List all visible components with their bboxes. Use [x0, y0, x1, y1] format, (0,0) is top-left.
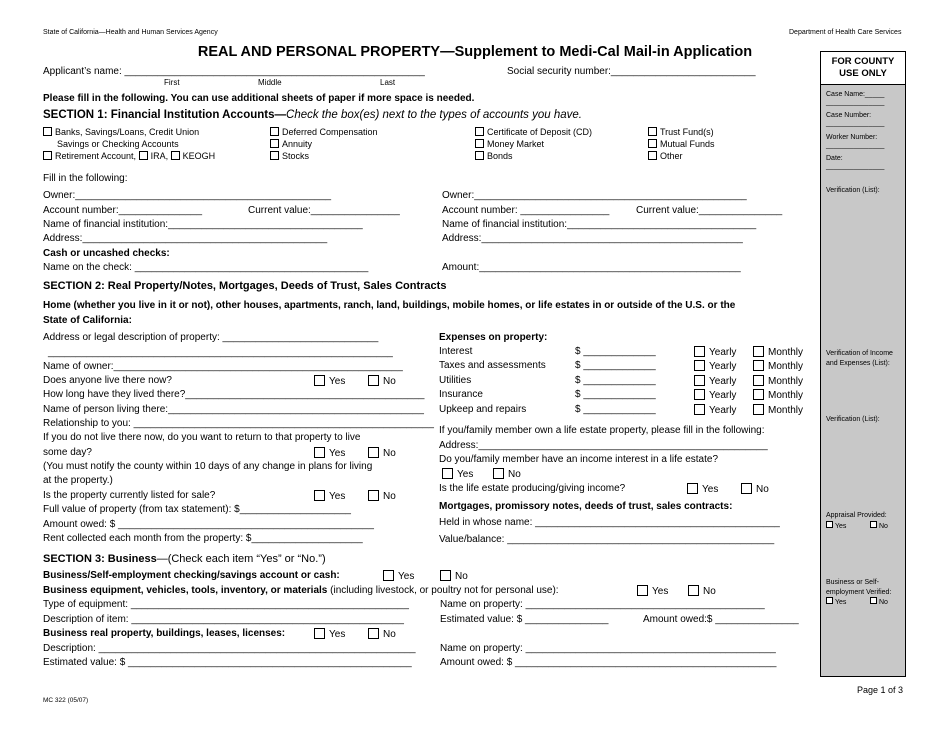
how-long-field[interactable]: How long have they lived there?___________________________________________	[43, 389, 425, 400]
type-equipment-field[interactable]: Type of equipment: __________________________________________________	[43, 599, 409, 610]
appraisal-label: Appraisal Provided:	[826, 512, 887, 519]
equipment-label: Business equipment, vehicles, tools, inventory, or materials (including livestock, or poultry not for personal use):	[43, 585, 559, 596]
real-property-label: Business real property, buildings, leases, licenses:	[43, 628, 286, 639]
form-number: MC 322 (05/07)	[43, 697, 89, 704]
trust-fund-option[interactable]: Trust Fund(s)	[648, 127, 714, 137]
owner-field-right[interactable]: Owner:_________________________________________________	[442, 190, 747, 201]
checking-no[interactable]: No	[440, 570, 468, 582]
checkbox[interactable]	[694, 346, 705, 357]
not-live-line1: If you do not live there now, do you want to return to that property to live	[43, 432, 361, 443]
checkbox[interactable]	[826, 521, 833, 528]
appraisal-yes[interactable]: Yes	[826, 521, 846, 530]
fill-in-label: Fill in the following:	[43, 173, 128, 184]
amount-owed-field[interactable]: Amount owed: $ ______________________________________________	[43, 519, 374, 530]
producing-label: Is the life estate producing/giving income?	[439, 483, 626, 494]
income-interest-no[interactable]: No	[493, 468, 521, 480]
expense-amount-field[interactable]: $ _____________	[575, 360, 656, 371]
checkbox[interactable]	[43, 127, 52, 136]
checkbox[interactable]	[694, 404, 705, 415]
cd-option[interactable]: Certificate of Deposit (CD)	[475, 127, 592, 137]
county-use-header: FOR COUNTY USE ONLY	[820, 51, 906, 85]
deferred-compensation-option[interactable]: Deferred Compensation	[270, 127, 378, 137]
address-continued-field[interactable]: ______________________________________________________________	[48, 347, 393, 358]
amount-owed-field[interactable]: Amount owed:$ _______________	[643, 614, 799, 625]
yearly-option[interactable]: Yearly	[694, 360, 736, 372]
instructions: Please fill in the following. You can use additional sheets of paper if more space is needed.	[43, 93, 475, 104]
current-value-field-left[interactable]: Current value:________________	[248, 205, 400, 216]
checkbox[interactable]	[270, 127, 279, 136]
checkbox[interactable]	[493, 468, 504, 479]
checkbox[interactable]	[314, 375, 325, 386]
checkbox[interactable]	[688, 585, 699, 596]
worker-number-field[interactable]: Worker Number:	[826, 134, 878, 141]
expense-label: Upkeep and repairs	[439, 404, 527, 415]
real-property-no[interactable]: No	[368, 628, 396, 640]
not-live-line2: some day?	[43, 447, 92, 458]
expenses-heading: Expenses on property:	[439, 332, 548, 343]
notify-line1: (You must notify the county within 10 days of any change in plans for living	[43, 461, 373, 472]
yearly-option[interactable]: Yearly	[694, 346, 736, 358]
held-name-field[interactable]: Held in whose name: ____________________________________________	[439, 517, 780, 528]
return-no[interactable]: No	[368, 447, 396, 459]
listed-no[interactable]: No	[368, 490, 396, 502]
mutual-funds-option[interactable]: Mutual Funds	[648, 139, 715, 149]
checkbox[interactable]	[368, 447, 379, 458]
person-name-field[interactable]: Name of person living there:______________________________________________	[43, 404, 424, 415]
expense-amount-field[interactable]: $ _____________	[575, 346, 656, 357]
life-estate-address-field[interactable]: Address:____________________________________________________	[439, 440, 768, 451]
home-line2: State of California:	[43, 315, 132, 326]
description-item-field[interactable]: Description of item: _________________________________________________	[43, 614, 404, 625]
address-field-left[interactable]: Address:____________________________________________	[43, 233, 328, 244]
money-market-option[interactable]: Money Market	[475, 139, 544, 149]
monthly-option[interactable]: Monthly	[753, 360, 803, 372]
checkbox[interactable]	[753, 375, 764, 386]
anyone-live-label: Does anyone live there now?	[43, 375, 172, 386]
retirement-option[interactable]: Retirement Account, IRA, KEOGH	[43, 151, 215, 161]
checkbox[interactable]	[314, 628, 325, 639]
account-number-field-right[interactable]: Account number: ________________	[442, 205, 610, 216]
monthly-option[interactable]: Monthly	[753, 389, 803, 401]
ssn-field[interactable]: Social security number:__________________________	[507, 66, 756, 77]
checkbox[interactable]	[753, 404, 764, 415]
checkbox[interactable]	[826, 597, 833, 604]
checkbox[interactable]	[637, 585, 648, 596]
address-field-right[interactable]: Address:_______________________________________________	[442, 233, 743, 244]
amount-field[interactable]: Amount:_______________________________________________	[442, 262, 741, 273]
monthly-option[interactable]: Monthly	[753, 375, 803, 387]
keogh-checkbox[interactable]	[171, 151, 180, 160]
checking-yes[interactable]: Yes	[383, 570, 414, 582]
yearly-option[interactable]: Yearly	[694, 375, 736, 387]
checkbox[interactable]	[368, 628, 379, 639]
stocks-option[interactable]: Stocks	[270, 151, 309, 161]
estimated-value-field[interactable]: Estimated value: $ _______________	[440, 614, 609, 625]
check-name-field[interactable]: Name on the check: __________________________________________	[43, 262, 369, 273]
equipment-yes[interactable]: Yes	[637, 585, 668, 597]
verification-label: Verification (List):	[826, 187, 880, 194]
checkbox[interactable]	[383, 570, 394, 581]
checkbox[interactable]	[753, 389, 764, 400]
checkbox[interactable]	[648, 127, 657, 136]
expense-label: Utilities	[439, 375, 472, 386]
date-line: _______________	[826, 163, 885, 170]
checkbox[interactable]	[368, 490, 379, 501]
notify-line2: at the property.)	[43, 475, 113, 486]
case-number-field[interactable]: Case Number:	[826, 112, 872, 119]
account-number-field-left[interactable]: Account number:_______________	[43, 205, 203, 216]
checkbox[interactable]	[314, 447, 325, 458]
checkbox[interactable]	[753, 346, 764, 357]
yearly-option[interactable]: Yearly	[694, 404, 736, 416]
address-legal-field[interactable]: Address or legal description of property: ____________________________	[43, 332, 379, 343]
checkbox[interactable]	[43, 151, 52, 160]
date-field[interactable]: Date:	[826, 155, 843, 162]
annuity-option[interactable]: Annuity	[270, 139, 312, 149]
current-value-field-right[interactable]: Current value:_______________	[636, 205, 783, 216]
appraisal-no[interactable]: No	[870, 521, 888, 530]
home-line1: Home (whether you live in it or not), other houses, apartments, ranch, land, buildings, mobile homes, or life estates in or outside of the U.S. or the	[43, 300, 736, 311]
case-name-line: _______________	[826, 99, 885, 106]
case-name-field[interactable]: Case Name:_____	[826, 91, 885, 98]
checkbox[interactable]	[442, 468, 453, 479]
middle-name-label: Middle	[258, 78, 282, 87]
verification-income-label: Verification of Income and Expenses (List):	[826, 350, 893, 367]
anyone-live-yes[interactable]: Yes	[314, 375, 345, 387]
expense-amount-field[interactable]: $ _____________	[575, 404, 656, 415]
institution-field-left[interactable]: Name of financial institution:___________________________________	[43, 219, 363, 230]
checkbox[interactable]	[368, 375, 379, 386]
monthly-option[interactable]: Monthly	[753, 346, 803, 358]
checkbox[interactable]	[870, 597, 877, 604]
owner-field-left[interactable]: Owner:______________________________________________	[43, 190, 332, 201]
self-employment-label: Business or Self-employment Verified:	[826, 579, 892, 596]
checkbox[interactable]	[475, 139, 484, 148]
checkbox[interactable]	[687, 483, 698, 494]
checkbox[interactable]	[648, 139, 657, 148]
verification-label-2: Verification (List):	[826, 416, 880, 423]
section2-heading: SECTION 2: Real Property/Notes, Mortgages, Deeds of Trust, Sales Contracts	[43, 280, 447, 292]
amount-owed-field-2[interactable]: Amount owed: $ _______________________________________________	[440, 657, 777, 668]
value-balance-field[interactable]: Value/balance: ________________________________________________	[439, 534, 775, 545]
relationship-field[interactable]: Relationship to you: ______________________________________________________	[43, 418, 434, 429]
checkbox[interactable]	[314, 490, 325, 501]
checkbox[interactable]	[694, 360, 705, 371]
yearly-option[interactable]: Yearly	[694, 389, 736, 401]
checkbox[interactable]	[741, 483, 752, 494]
income-interest-yes[interactable]: Yes	[442, 468, 473, 480]
agency-right: Department of Health Care Services	[789, 29, 902, 36]
self-employment-yes[interactable]: Yes	[826, 597, 846, 606]
savings-checking-label: Savings or Checking Accounts	[57, 139, 179, 149]
case-number-line: _______________	[826, 120, 885, 127]
expense-label: Interest	[439, 346, 473, 357]
life-estate-label: If you/family member own a life estate property, please fill in the following:	[439, 425, 765, 436]
checkbox[interactable]	[870, 521, 877, 528]
expense-label: Insurance	[439, 389, 483, 400]
producing-no[interactable]: No	[741, 483, 769, 495]
agency-left: State of California—Health and Human Services Agency	[43, 29, 218, 36]
checkbox[interactable]	[753, 360, 764, 371]
first-name-label: First	[164, 78, 180, 87]
expense-label: Taxes and assessments	[439, 360, 546, 371]
ira-checkbox[interactable]	[139, 151, 148, 160]
estimated-value-field-2[interactable]: Estimated value: $ ___________________________________________________	[43, 657, 412, 668]
anyone-live-no[interactable]: No	[368, 375, 396, 387]
owner-name-field[interactable]: Name of owner:____________________________________________________	[43, 361, 403, 372]
checkbox[interactable]	[440, 570, 451, 581]
mortgages-heading: Mortgages, promissory notes, deeds of trust, sales contracts:	[439, 501, 733, 512]
banks-option[interactable]: Banks, Savings/Loans, Credit Union	[43, 127, 199, 137]
other-option[interactable]: Other	[648, 151, 683, 161]
page-number: Page 1 of 3	[857, 685, 904, 695]
income-interest-label: Do you/family member have an income interest in a life estate?	[439, 454, 719, 465]
name-property-field[interactable]: Name on property: ___________________________________________	[440, 599, 765, 610]
return-yes[interactable]: Yes	[314, 447, 345, 459]
producing-yes[interactable]: Yes	[687, 483, 718, 495]
checkbox[interactable]	[648, 151, 657, 160]
monthly-option[interactable]: Monthly	[753, 404, 803, 416]
real-property-yes[interactable]: Yes	[314, 628, 345, 640]
page-title: REAL AND PERSONAL PROPERTY—Supplement to Medi-Cal Mail-in Application	[197, 44, 753, 60]
checkbox[interactable]	[270, 139, 279, 148]
listed-yes[interactable]: Yes	[314, 490, 345, 502]
institution-field-right[interactable]: Name of financial institution:__________________________________	[442, 219, 757, 230]
bonds-option[interactable]: Bonds	[475, 151, 513, 161]
expense-amount-field[interactable]: $ _____________	[575, 389, 656, 400]
section3-heading: SECTION 3: Business—(Check each item “Yes” or “No.”)	[43, 553, 326, 565]
last-name-label: Last	[380, 78, 396, 87]
cash-heading: Cash or uncashed checks:	[43, 248, 170, 259]
name-property-field-2[interactable]: Name on property: _____________________________________________	[440, 643, 776, 654]
checkbox[interactable]	[694, 375, 705, 386]
description-field[interactable]: Description: _________________________________________________________	[43, 643, 416, 654]
full-value-field[interactable]: Full value of property (from tax statement): $____________________	[43, 504, 351, 515]
self-employment-no[interactable]: No	[870, 597, 888, 606]
applicant-name-field[interactable]: Applicant’s name: ______________________________________________________	[43, 66, 425, 77]
checking-label: Business/Self-employment checking/savings account or cash:	[43, 570, 340, 581]
checkbox[interactable]	[694, 389, 705, 400]
rent-field[interactable]: Rent collected each month from the property: $____________________	[43, 533, 363, 544]
equipment-no[interactable]: No	[688, 585, 716, 597]
listed-label: Is the property currently listed for sale?	[43, 490, 216, 501]
checkbox[interactable]	[475, 127, 484, 136]
checkbox[interactable]	[475, 151, 484, 160]
expense-amount-field[interactable]: $ _____________	[575, 375, 656, 386]
worker-number-line: _______________	[826, 142, 885, 149]
checkbox[interactable]	[270, 151, 279, 160]
section1-heading: SECTION 1: Financial Institution Accounts—Check the box(es) next to the types of accounts you have.	[43, 109, 582, 121]
